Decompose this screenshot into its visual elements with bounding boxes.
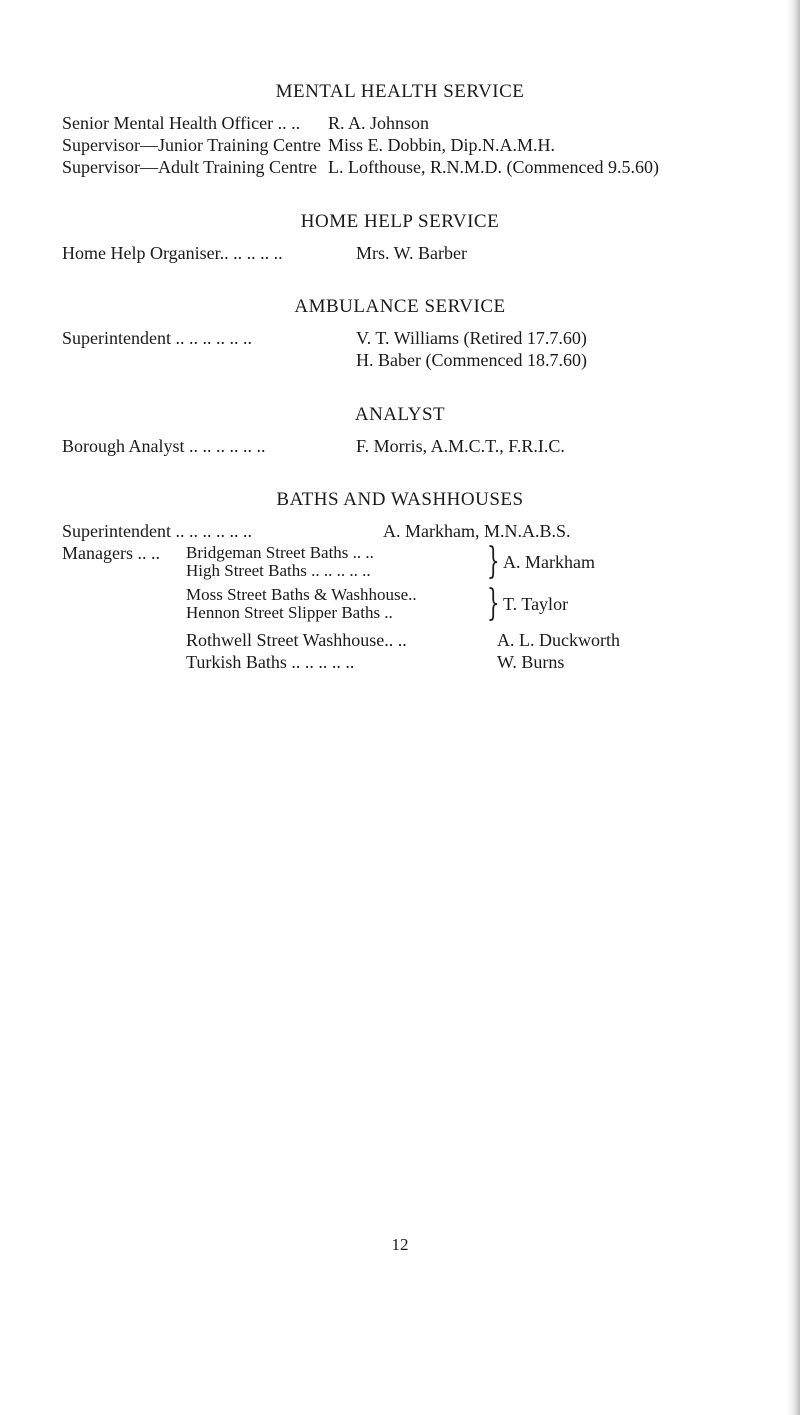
page-number: 12 [391, 1235, 409, 1254]
ambulance-name-2: H. Baber (Commenced 18.7.60) [356, 350, 587, 370]
baths-group1-manager: A. Markham [503, 552, 595, 572]
baths-row3-manager: A. L. Duckworth [497, 630, 620, 650]
baths-superintendent-name: A. Markham, M.N.A.B.S. [383, 521, 571, 541]
baths-superintendent-label: Superintendent .. .. .. .. .. .. [62, 521, 252, 541]
home-help-heading: HOME HELP SERVICE [300, 211, 500, 232]
analyst-name: F. Morris, A.M.C.T., F.R.I.C. [356, 436, 565, 456]
brace-right-group2: } [487, 583, 500, 624]
mental-health-name-3: L. Lofthouse, R.N.M.D. (Commenced 9.5.60) [328, 157, 659, 177]
baths-row4-place: Turkish Baths .. .. .. .. .. [186, 652, 355, 672]
mental-health-role-3: Supervisor—Adult Training Centre [62, 157, 317, 177]
baths-group1-line2: High Street Baths .. .. .. .. .. [186, 561, 371, 580]
mental-health-name-2: Miss E. Dobbin, Dip.N.A.M.H. [328, 135, 556, 155]
analyst-heading: ANALYST [354, 404, 446, 425]
baths-row3-place: Rothwell Street Washhouse.. .. [186, 630, 407, 650]
baths-group2-line2: Hennon Street Slipper Baths .. [186, 603, 393, 622]
mental-health-name-1: R. A. Johnson [328, 113, 430, 133]
ambulance-name-1: V. T. Williams (Retired 17.7.60) [356, 328, 587, 348]
baths-group2-line1: Moss Street Baths & Washhouse.. [186, 585, 417, 604]
baths-row4-manager: W. Burns [497, 652, 565, 672]
mental-health-role-1: Senior Mental Health Officer .. .. [62, 113, 301, 133]
baths-heading: BATHS AND WASHHOUSES [276, 489, 524, 510]
analyst-role: Borough Analyst .. .. .. .. .. .. [62, 436, 266, 456]
brace-right-group1: } [487, 541, 500, 582]
ambulance-heading: AMBULANCE SERVICE [294, 296, 506, 317]
mental-health-heading: MENTAL HEALTH SERVICE [275, 81, 525, 102]
mental-health-role-2: Supervisor—Junior Training Centre [62, 135, 321, 155]
home-help-name: Mrs. W. Barber [356, 243, 467, 263]
home-help-role: Home Help Organiser.. .. .. .. .. [62, 243, 283, 263]
baths-group2-manager: T. Taylor [503, 594, 569, 614]
ambulance-role: Superintendent .. .. .. .. .. .. [62, 328, 252, 348]
baths-group1-line1: Bridgeman Street Baths .. .. [186, 543, 374, 562]
baths-managers-label: Managers .. .. [62, 543, 160, 563]
